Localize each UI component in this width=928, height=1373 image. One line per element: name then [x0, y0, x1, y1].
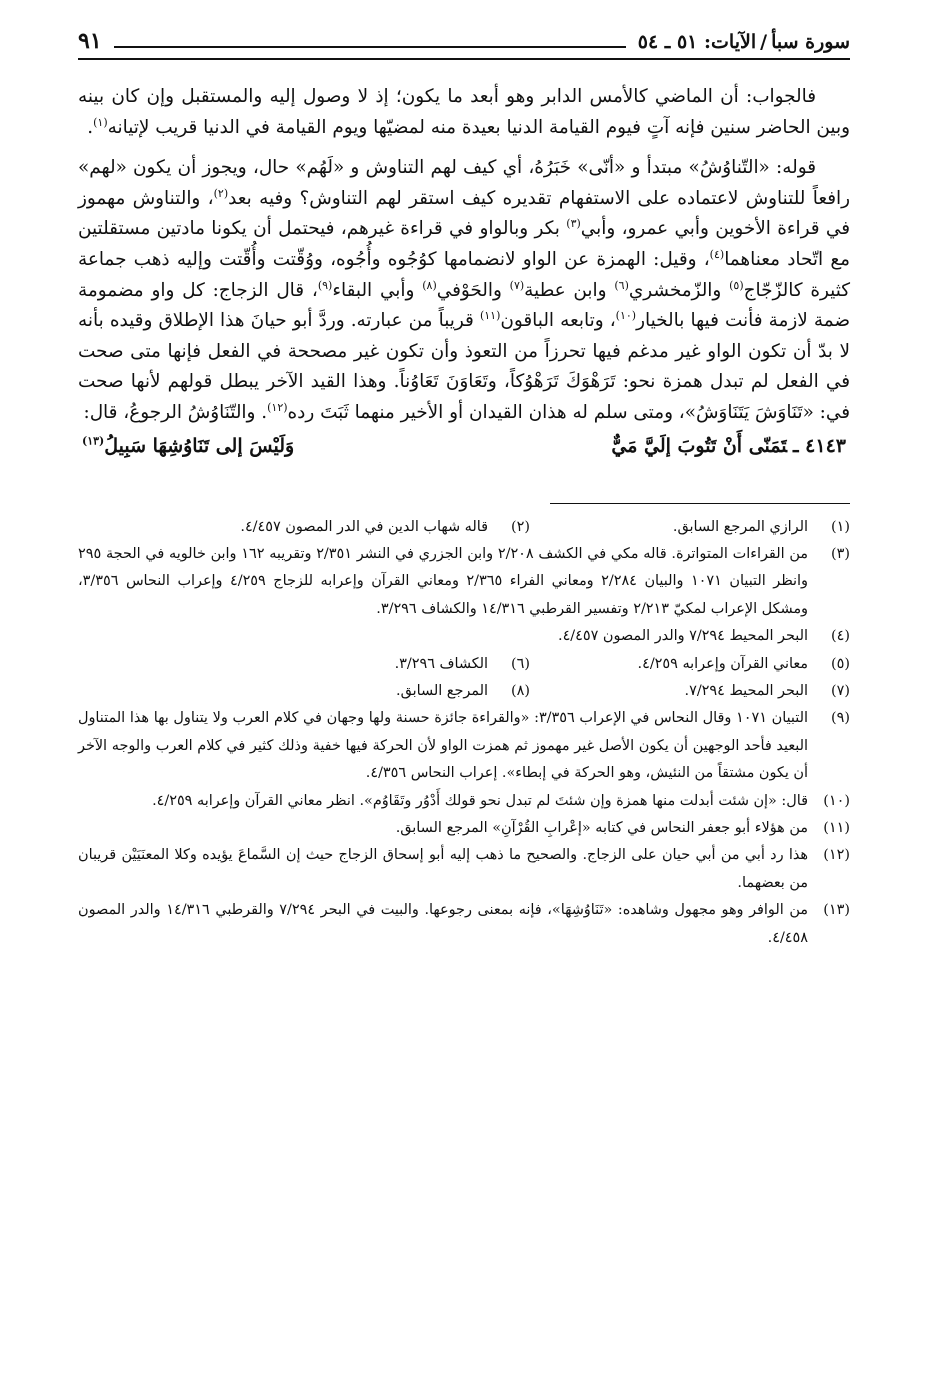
verse-range: الآيات: ٥١ ـ ٥٤ [637, 31, 757, 53]
footnote-ref: (٧) [509, 278, 525, 292]
footnote-ref: (٦) [614, 278, 629, 292]
page-number: ٩١ [78, 28, 102, 54]
footnote-13: (١٣) من الوافر وهو مجهول وشاهده: «تَنَاوُشِهَا»، فإنه بمعنى رجوعها. والبيت في البحر ٧/٢٩٤ والقرطبي ١٤/٣١٦ والدر المصون ٤/٤٥٨. [78, 902, 850, 946]
footnote-ref: (١٢) [267, 400, 288, 414]
footnote-ref: (١١) [479, 309, 501, 323]
footnote-1: (١) الرازي المرجع السابق. [672, 518, 850, 535]
footnote-11: (١١) من هؤلاء أبو جعفر النحاس في كتابه «إعْرابِ القُرْآنِ» المرجع السابق. [395, 820, 850, 836]
footnote-ref: (٢) [213, 186, 229, 200]
footnote-ref: (٤) [709, 247, 725, 261]
footnote-9: (٩) التبيان ١٠٧١ وقال النحاس في الإعراب ٣/٣٥٦: «والقراءة جائزة حسنة ولها وجهان في كلام العرب ولا يتناول بها هذا المتناول البعيد فأحد الوجهين أن يكون الأصل غير مهموز ثم همزت الواو لأن الحركة فيها خفية وذلك كثير في كلام العرب والوجه الآخر أن يكون مشتقاً من النئيش، وهو الحركة في إبطاء». إعراب النحاس ٤/٣٥٦. [78, 710, 850, 782]
footnote-separator [550, 503, 850, 504]
running-title [638, 31, 850, 53]
footnote-10: (١٠) قال: «إن شئت أبدلت منها همزة وإن شئتَ لم تبدل نحو قولك أَدْوُر وتَقَاوُم». انظر معاني القرآن وإعرابه ٤/٢٥٩. [152, 792, 850, 809]
footnote-row [78, 678, 850, 705]
footnote-row [78, 514, 850, 541]
footnote-6: (٦) الكشاف ٣/٢٩٦. [394, 655, 530, 672]
footnote-4: (٤) البحر المحيط ٧/٢٩٤ والدر المصون ٤/٤٥٧. [558, 628, 850, 645]
footnote-12: (١٢) هذا رد أبي من أبي حيان على الزجاج. والصحيح ما ذهب إليه أبو إسحاق الزجاج حيث إن السَّماعَ يؤيده وكلا المعنَيَيْن قريبان من بعضهما. [78, 847, 850, 891]
footnote-ref: (١٠) [615, 309, 637, 323]
book-page [78, 28, 850, 952]
footnote-row [78, 651, 850, 678]
footnote-8: (٨) المرجع السابق. [396, 682, 530, 699]
main-text [78, 82, 850, 429]
footnote-ref: (٩) [317, 278, 333, 292]
footnote-5: (٥) معاني القرآن وإعرابه ٤/٢٥٩. [637, 655, 850, 672]
surah-name: سورة سبأ [771, 31, 850, 53]
verse-first-hemistich: ٤١٤٣ ـتَمَنّى أَنْ تَتُوبَ إلَيَّ مَيٌّ [611, 434, 846, 457]
paragraph-1: فالجواب: أن الماضي كالأمس الدابر وهو أبعد ما يكون؛ إذ لا وصول إليه والمستقبل وإن كان بينه وبين الحاضر سنين فإنه آتٍ فيوم القيامة الدنيا بعيدة منه لمضيّها ويوم القيامة في الدنيا قريب لإتيانه$^{(١)}$. [78, 86, 850, 138]
footnote-ref: (٥) [729, 278, 744, 292]
poetry-verse [78, 435, 850, 457]
footnote-2: (٢) قاله شهاب الدين في الدر المصون ٤/٤٥٧. [240, 518, 530, 535]
footnote-ref: (٣) [566, 217, 581, 231]
footnote-ref: (١) [93, 115, 108, 129]
verse-second-hemistich: وَلَيْسَ إلى تَنَاوُشِهَا سَبِيلُ$^{(١٣)}$ [82, 434, 295, 457]
footnote-ref: (٨) [422, 278, 437, 292]
footnote-3: (٣) من القراءات المتواترة. قاله مكي في الكشف ٢/٢٠٨ وابن الجزري في النشر ٢/٣٥١ وتقريبه ١٦٢ وابن خالويه في الحجة ٢٩٥ وانظر التبيان ١٠٧١ والبيان ٢/٢٨٤ ومعاني الفراء ٢/٣٦٥ ومعاني القرآن وإعرابه للزجاج ٤/٢٥٩ وإعراب النحاس ٣/٣٥٦، ومشكل الإعراب لمكيّ ٢/٢١٣ وتفسير القرطبي ١٤/٣١٦ والكشاف ٣/٢٩٦. [78, 545, 850, 617]
page-header [78, 28, 850, 60]
footnote-ref: (١٣) [82, 434, 105, 448]
verse-number: ٤١٤٣ ـ [792, 434, 846, 457]
paragraph-2: قوله: «التّناوُشُ» مبتدأ و «أنّى» خَبَرُهُ، أي كيف لهم التناوش و «لَهُم» حال، ويجوز أن يكون «لهم» رافعاً للتناوش لاعتماده على الاستفهام تقديره كيف استقر لهم التناوش؟ وفيه بعد$^{(٢)}$، والتناوش مهموز في قراءة الأخوين وأبي عمرو، وأبي$^{(٣)}$ بكر وبالواو في قراءة غيرهم، فيحتمل أن يكونا مادتين مستقلتين مع اتّحاد معناهما$^{(٤)}$، وقيل: الهمزة عن الواو لانضمامها كوُجُوه وأُجُوه، ووُقّتت وأُقّتت وإليه ذهب جماعة كثيرة كالزّجّاج$^{(٥)}$ والزّمخشري$^{(٦)}$ وابن عطية$^{(٧)}$ والحَوْفي$^{(٨)}$ وأبي البقاء$^{(٩)}$، قال الزجاج: كل واو مضمومة ضمة لازمة فأنت فيها بالخيار$^{(١٠)}$، وتابعه الباقون$^{(١١)}$ قريباً من عبارته. وردَّ أبو حيانَ هذا الإطلاق وقيده بأنه لا بدّ أن تكون الواو غير مدغم فيها تحرزاً من التعوذ وأن تكون غير مصححة في الفعل فإنها متى صحت في الفعل لم تبدل همزة نحو: تَرَهْوَكَ تَرَهْوُكاً، وتَعَاوَنَ تَعَاوُناً. وهذا القيد الآخر يبطل قولهم لأنها صحت في: «تَنَاوَشَ يَتَنَاوَشُ»، ومتى سلم له هذان القيدان أو الأخير منهما ثَبَتَ رده$^{(١٢)}$. والتّنَاوُشُ الرجوعُ، قال: [78, 157, 851, 423]
title-separator: / [760, 31, 768, 53]
footnotes [78, 514, 850, 953]
header-rule [114, 46, 626, 48]
footnote-7: (٧) البحر المحيط ٧/٢٩٤. [684, 682, 850, 699]
